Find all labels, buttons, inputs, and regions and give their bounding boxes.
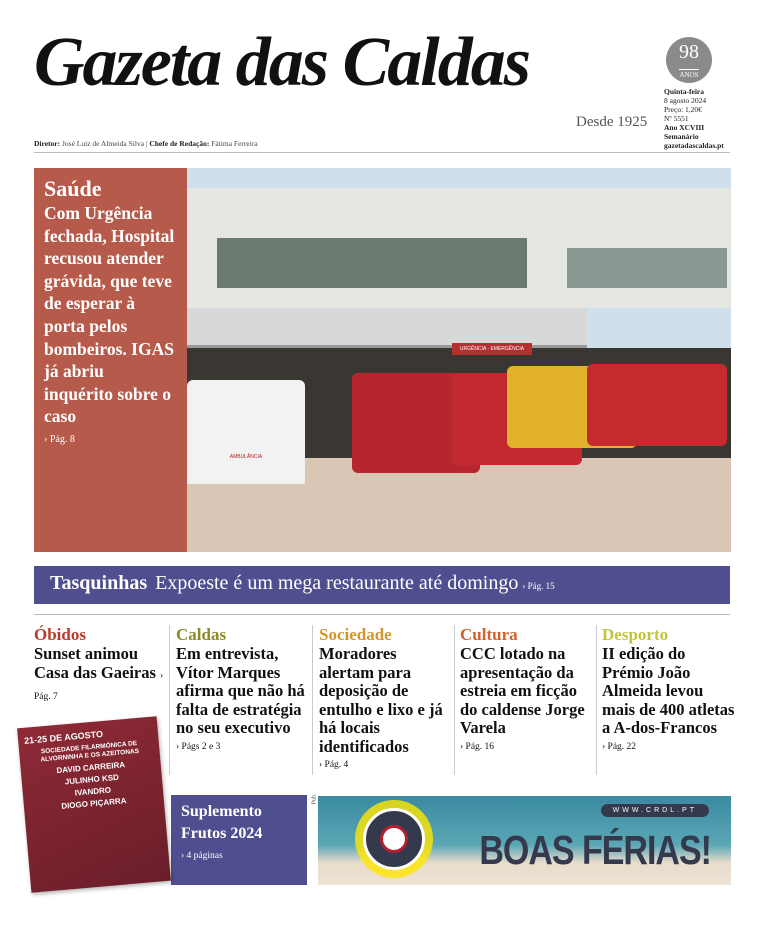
poster-artist: JULINHO KSD <box>64 772 120 787</box>
story-desporto[interactable] <box>598 625 735 752</box>
page-ref: › Pág. 16 <box>460 741 495 752</box>
ad-url: WWW.CRDL.PT <box>601 804 709 817</box>
chief-label: Chefe de Redação: <box>149 139 210 148</box>
story-obidos[interactable] <box>30 625 167 707</box>
column-divider <box>169 625 170 775</box>
column-divider <box>596 625 597 775</box>
ad-slogan: BOAS FÉRIAS! <box>479 828 711 874</box>
ambulance-white: AMBULÂNCIA <box>187 380 305 484</box>
festival-poster <box>17 716 171 893</box>
headline: II edição do Prémio João Almeida levou mais de 400 atletas a A-dos-Francos <box>602 644 735 737</box>
anniversary-number: 98 <box>679 41 699 63</box>
lead-headline: Com Urgência fechada, Hospital recusou atender grávida, que teve de esperar à porta pelos bombeiros. IGAS já abriu inquérito sobre o caso <box>44 203 175 427</box>
hospital-photo <box>187 168 731 552</box>
since-text: Desde 1925 <box>576 114 648 130</box>
credits <box>34 139 258 148</box>
page-ref: › Pág. 4 <box>319 760 349 770</box>
lead-page: › Pág. 8 <box>44 433 75 445</box>
banner-page: › Pág. 15 <box>522 581 555 591</box>
column-divider <box>312 625 313 775</box>
tasquinhas-banner[interactable] <box>34 566 730 604</box>
headline: Em entrevista, Vítor Marques afirma que não há falta de estratégia no seu executivo <box>176 644 305 737</box>
website: gazetadascaldas.pt <box>664 141 724 150</box>
supplement-title: Suplemento Frutos 2024 <box>181 803 263 842</box>
separator: | <box>144 139 150 148</box>
poster-dates: 21-25 DE AGOSTO <box>23 728 104 746</box>
price: Preço: 1,20€ <box>664 105 702 114</box>
weekday: Quinta-feira <box>664 87 704 96</box>
poster-artist: SOCIEDADE FILARMÓNICA DE ALVORNINHA E OS AZEITONAS <box>40 740 140 764</box>
headline-text: Sunset animou Casa das Gaeiras <box>34 644 156 682</box>
issue-info <box>664 87 724 150</box>
story-caldas[interactable] <box>172 625 309 752</box>
section-label: Óbidos <box>34 625 86 644</box>
page-ref: › Pág. 22 <box>602 741 637 752</box>
page-ref: › Pág. 7 <box>34 670 164 702</box>
divider <box>34 152 730 153</box>
frequency: Semanário <box>664 132 699 141</box>
poster-artist: IVANDRO <box>74 785 112 798</box>
section-label: Cultura <box>460 625 518 644</box>
banner-kicker: Tasquinhas <box>50 572 148 594</box>
divider <box>34 614 730 615</box>
year: Ano XCVIII <box>664 123 705 132</box>
ambulance-red <box>587 364 727 446</box>
lead-story[interactable] <box>34 168 187 552</box>
windows <box>567 248 727 288</box>
headline: Moradores alertam para deposição de entulho e lixo e já há locais identificados <box>319 644 443 756</box>
story-sociedade[interactable] <box>315 625 452 770</box>
crdl-advertisement[interactable] <box>318 796 731 885</box>
ad-label: Pub. <box>311 793 318 805</box>
masthead-logo: Gazeta das Caldas <box>34 24 529 101</box>
column-divider <box>454 625 455 775</box>
crdl-logo-icon <box>363 808 425 870</box>
urgency-sign: URGÊNCIA · EMERGÊNCIA <box>452 343 532 355</box>
date: 8 agosto 2024 <box>664 96 707 105</box>
banner-headline: Expoeste é um mega restaurante até domingo <box>155 572 519 594</box>
director-label: Diretor: <box>34 139 61 148</box>
headline <box>34 645 167 707</box>
story-cultura[interactable] <box>456 625 593 752</box>
chief: Fátima Ferreira <box>211 139 258 148</box>
section-label: Sociedade <box>319 625 392 644</box>
lead-section: Saúde <box>44 176 102 201</box>
section-label: Caldas <box>176 625 227 644</box>
supplement-box[interactable] <box>171 795 307 885</box>
director: José Luiz de Almeida Silva <box>61 139 145 148</box>
section-label: Desporto <box>602 625 669 644</box>
poster-artist: DAVID CARREIRA <box>56 760 126 776</box>
anniversary-label: ANOS <box>679 71 699 79</box>
anniversary-badge <box>666 37 712 83</box>
poster-artist: DIOGO PIÇARRA <box>60 796 127 811</box>
windows <box>217 238 527 288</box>
page-ref: › Págs 2 e 3 <box>176 741 221 752</box>
canopy <box>187 308 587 348</box>
headline: CCC lotado na apresentação da estreia em ficção do caldense Jorge Varela <box>460 644 585 737</box>
issue-number: Nº 5551 <box>664 114 689 123</box>
supplement-page: › 4 páginas <box>181 851 223 861</box>
